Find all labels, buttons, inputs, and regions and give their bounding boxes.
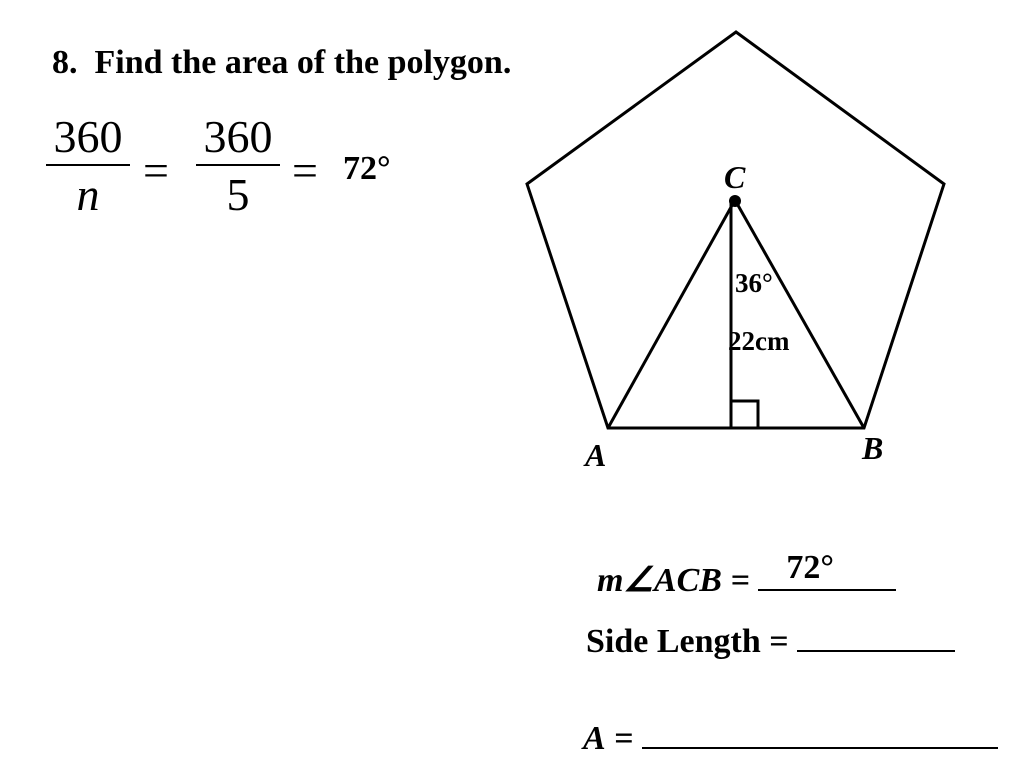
fraction-numerator: 360 (203, 111, 273, 162)
angle-label: 36° (735, 268, 773, 298)
side-length-line (586, 623, 955, 661)
segment-ca (608, 200, 735, 428)
fraction-denominator: 5 (226, 169, 250, 220)
vertex-a-label: A (585, 437, 607, 473)
area-answer-line (583, 720, 998, 758)
equals-sign: = (292, 145, 318, 196)
equals-sign: = (143, 145, 169, 196)
angle-answer-label: m∠ACB = (597, 562, 759, 599)
angle-answer-blank[interactable] (758, 549, 896, 591)
angle-answer-line (597, 549, 896, 600)
pentagon-outline (527, 32, 944, 428)
right-angle-marker (731, 401, 758, 428)
vertex-b-label: B (862, 430, 884, 466)
center-point (729, 195, 741, 207)
apothem-label: 22cm (728, 326, 790, 356)
vertex-c-label: C (724, 159, 746, 195)
fraction-numerator: 360 (53, 111, 123, 162)
area-equals: = (605, 720, 643, 757)
area-variable: A (583, 720, 606, 757)
area-answer-blank[interactable] (642, 721, 998, 749)
fraction-denominator: n (76, 169, 100, 220)
segment-cb (735, 200, 864, 428)
central-angle-result: 72° (343, 150, 391, 187)
problem-prompt: Find the area of the polygon. (94, 44, 512, 81)
side-length-blank[interactable] (797, 624, 955, 652)
side-length-label: Side Length = (586, 623, 798, 660)
problem-number: 8. (52, 44, 78, 81)
angle-answer-value: 72° (786, 549, 834, 586)
